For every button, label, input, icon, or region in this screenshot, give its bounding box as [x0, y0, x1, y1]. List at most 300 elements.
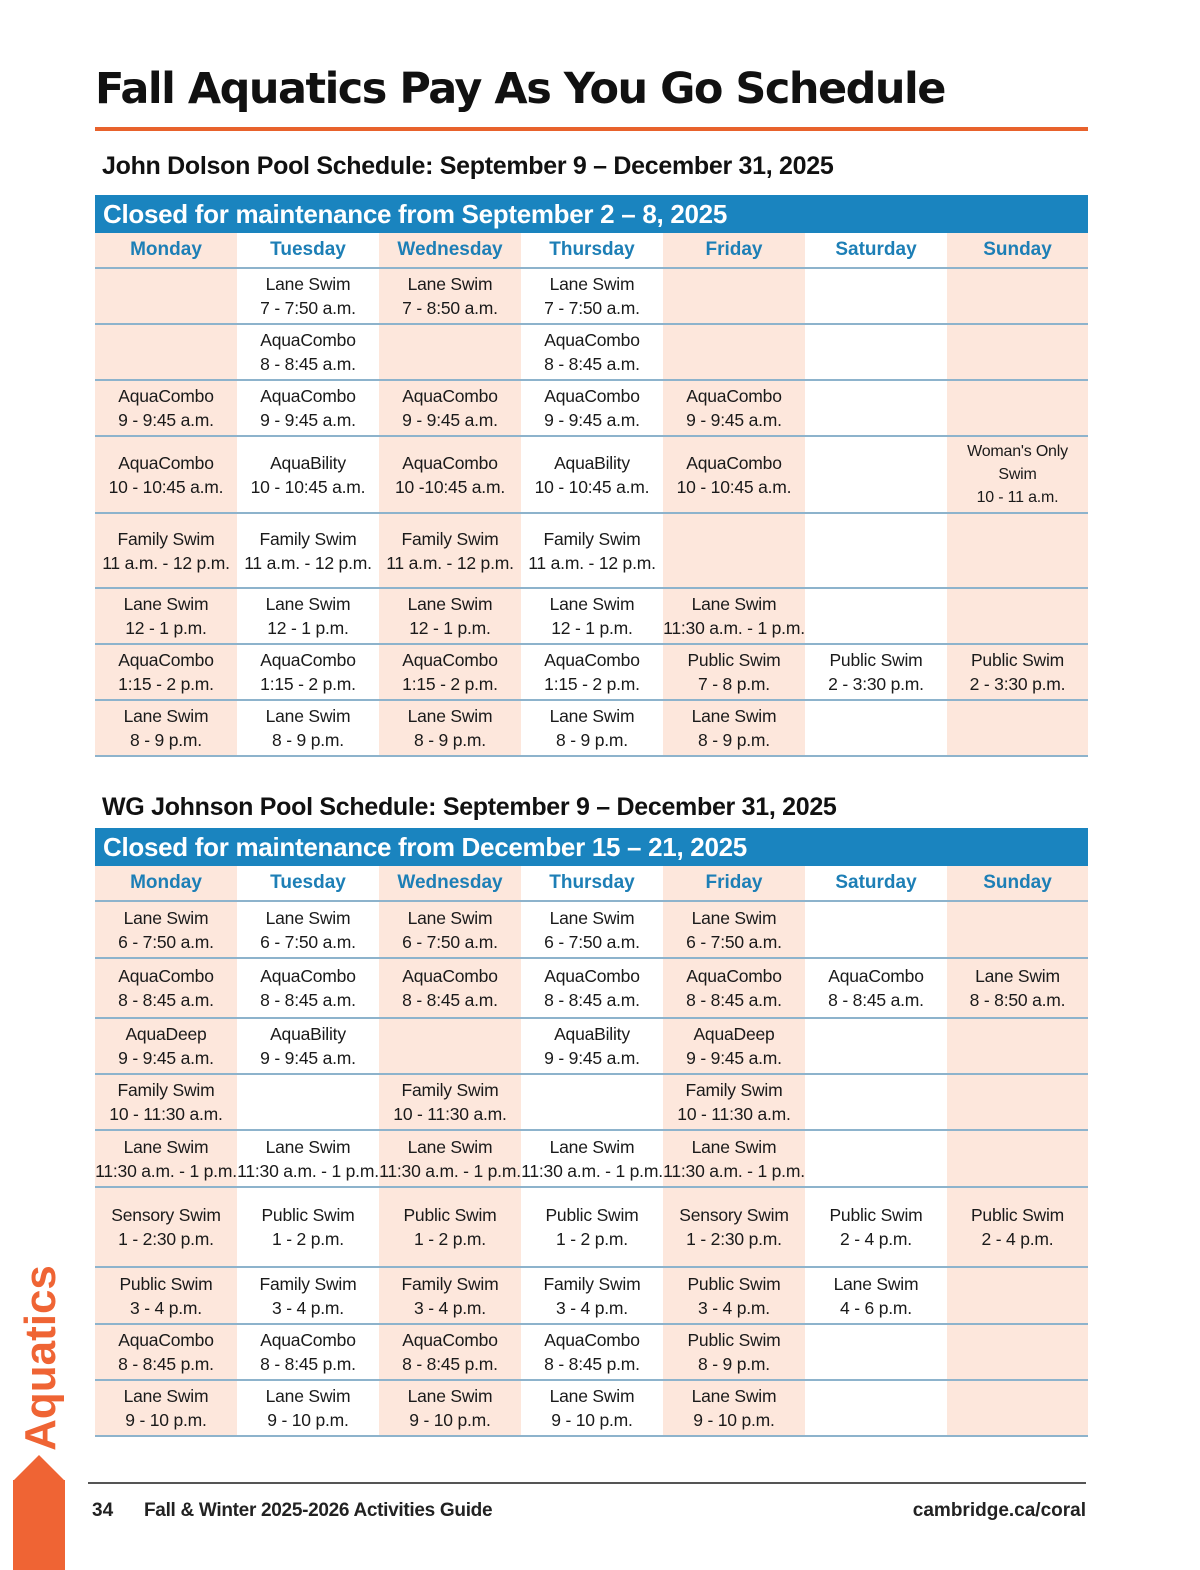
session-cell-friday	[663, 1187, 805, 1267]
session-cell-thursday	[521, 1130, 663, 1187]
session-cell-wednesday	[379, 700, 521, 756]
session-time: 8 - 9 p.m.	[130, 730, 202, 750]
session-cell-friday	[663, 958, 805, 1018]
session-name: Lane Swim	[265, 706, 351, 726]
schedule-row	[95, 1380, 1088, 1436]
session-cell-friday	[663, 268, 805, 324]
session-cell-tuesday	[237, 700, 379, 756]
session-time: 6 - 7:50 a.m.	[118, 931, 214, 952]
session-name: Family Swim	[543, 1273, 641, 1294]
session-name: AquaCombo	[260, 650, 356, 670]
session-name: AquaCombo	[544, 650, 640, 670]
session-cell-tuesday	[237, 436, 379, 513]
day-header-saturday: Saturday	[805, 866, 947, 901]
schedule-row	[95, 700, 1088, 756]
session-name: Lane Swim	[265, 594, 351, 614]
footer-guide-title: Fall & Winter 2025-2026 Activities Guide	[144, 1500, 493, 1521]
session-time: 11 a.m. - 12 p.m.	[386, 552, 514, 573]
session-name: AquaCombo	[260, 1330, 356, 1350]
session-time: 11:30 a.m. - 1 p.m.	[663, 618, 805, 638]
session-time: 9 - 10 p.m.	[409, 1410, 491, 1430]
session-name: AquaCombo	[402, 386, 498, 406]
session-name: AquaDeep	[125, 1024, 207, 1044]
session-name: AquaCombo	[118, 452, 214, 473]
session-cell-friday	[663, 380, 805, 436]
session-time: 10 - 10:45 a.m.	[250, 476, 366, 497]
session-time: 10 - 11:30 a.m.	[393, 1104, 507, 1124]
session-time: 11:30 a.m. - 1 p.m.	[521, 1160, 663, 1181]
session-cell-wednesday	[379, 901, 521, 958]
footer-divider	[88, 1482, 1086, 1484]
session-cell-tuesday	[237, 901, 379, 958]
session-cell-sunday	[947, 958, 1088, 1018]
session-name: Lane Swim	[123, 907, 209, 928]
session-cell-monday	[95, 380, 237, 436]
session-name: Lane Swim	[123, 706, 209, 726]
schedule-row	[95, 380, 1088, 436]
session-name: Lane Swim	[549, 706, 635, 726]
session-name: Family Swim	[401, 528, 499, 549]
session-name: AquaCombo	[544, 386, 640, 406]
session-cell-saturday	[805, 588, 947, 644]
session-name: Lane Swim	[123, 594, 209, 614]
session-cell-thursday	[521, 268, 663, 324]
session-time: 8 - 9 p.m.	[698, 730, 770, 750]
session-time: 1 - 2 p.m.	[272, 1229, 344, 1249]
session-cell-wednesday	[379, 380, 521, 436]
session-cell-thursday	[521, 1074, 663, 1130]
session-name: AquaBility	[270, 1024, 346, 1044]
footer-page-number: 34	[92, 1500, 114, 1521]
session-time: 10 -10:45 a.m.	[394, 476, 506, 497]
session-time: 9 - 9:45 a.m.	[544, 1048, 640, 1068]
session-name: AquaCombo	[118, 1330, 214, 1350]
session-cell-thursday	[521, 644, 663, 700]
session-cell-thursday	[521, 958, 663, 1018]
day-header-thursday: Thursday	[521, 866, 663, 901]
schedule-row	[95, 588, 1088, 644]
session-cell-thursday	[521, 1324, 663, 1380]
session-cell-sunday	[947, 1130, 1088, 1187]
session-name: AquaCombo	[260, 386, 356, 406]
session-time: 10 - 11 a.m.	[976, 489, 1059, 506]
session-cell-monday	[95, 901, 237, 958]
session-name: Public Swim	[829, 650, 923, 670]
session-cell-monday	[95, 436, 237, 513]
session-cell-monday	[95, 1074, 237, 1130]
session-time: 1:15 - 2 p.m.	[402, 674, 498, 694]
session-name: Woman's Only	[967, 443, 1068, 460]
session-name: Family Swim	[259, 1273, 357, 1294]
session-name: Lane Swim	[407, 907, 493, 928]
session-cell-wednesday	[379, 1324, 521, 1380]
session-name: Lane Swim	[549, 274, 635, 294]
session-time: 11 a.m. - 12 p.m.	[244, 552, 372, 573]
session-cell-friday	[663, 1074, 805, 1130]
session-name: Lane Swim	[265, 1136, 351, 1157]
session-time: 1:15 - 2 p.m.	[544, 674, 640, 694]
session-cell-saturday	[805, 268, 947, 324]
session-time: 9 - 9:45 a.m.	[118, 410, 214, 430]
session-time: 11:30 a.m. - 1 p.m.	[95, 1160, 237, 1181]
session-time: 4 - 6 p.m.	[840, 1297, 912, 1318]
session-cell-sunday	[947, 1267, 1088, 1324]
session-name: Lane Swim	[833, 1273, 919, 1294]
session-cell-wednesday	[379, 1074, 521, 1130]
session-cell-sunday	[947, 324, 1088, 380]
session-name: Public Swim	[687, 1330, 781, 1350]
session-cell-saturday	[805, 1130, 947, 1187]
session-cell-friday	[663, 1018, 805, 1074]
session-cell-friday	[663, 1324, 805, 1380]
session-time: 6 - 7:50 a.m.	[260, 931, 356, 952]
session-name: Lane Swim	[691, 907, 777, 928]
session-name: AquaCombo	[118, 966, 214, 986]
day-header-friday: Friday	[663, 233, 805, 268]
session-name: Lane Swim	[691, 594, 777, 614]
session-time: 8 - 8:45 a.m.	[686, 990, 782, 1010]
session-cell-saturday	[805, 901, 947, 958]
session-name: AquaCombo	[544, 966, 640, 986]
session-name: Lane Swim	[975, 966, 1060, 986]
session-time: 6 - 7:50 a.m.	[544, 931, 640, 952]
session-cell-thursday	[521, 1187, 663, 1267]
schedule-row	[95, 1324, 1088, 1380]
session-cell-wednesday	[379, 436, 521, 513]
session-time: 10 - 11:30 a.m.	[109, 1104, 223, 1124]
session-cell-saturday	[805, 380, 947, 436]
day-header-friday: Friday	[663, 866, 805, 901]
session-time: 8 - 8:45 a.m.	[260, 354, 356, 374]
session-name: AquaCombo	[402, 1330, 498, 1350]
session-time: 8 - 8:45 a.m.	[402, 990, 498, 1010]
session-time: 7 - 7:50 a.m.	[260, 298, 356, 318]
session-cell-thursday	[521, 700, 663, 756]
session-name: AquaCombo	[402, 452, 498, 473]
session-name: Family Swim	[117, 1080, 215, 1100]
session-cell-sunday	[947, 1018, 1088, 1074]
session-time: 8 - 8:45 p.m.	[260, 1354, 356, 1374]
session-cell-thursday	[521, 1267, 663, 1324]
session-name: Swim	[998, 466, 1037, 483]
session-name: AquaCombo	[260, 330, 356, 350]
session-name: Lane Swim	[549, 907, 635, 928]
session-time: 2 - 3:30 p.m.	[969, 674, 1066, 694]
session-cell-tuesday	[237, 644, 379, 700]
session-cell-wednesday	[379, 513, 521, 588]
session-cell-sunday	[947, 1187, 1088, 1267]
session-cell-monday	[95, 588, 237, 644]
session-cell-tuesday	[237, 1130, 379, 1187]
day-header-wednesday: Wednesday	[379, 866, 521, 901]
session-cell-sunday	[947, 268, 1088, 324]
session-cell-friday	[663, 1380, 805, 1436]
session-name: Lane Swim	[407, 274, 493, 294]
session-name: Public Swim	[970, 1205, 1065, 1225]
session-name: Public Swim	[970, 650, 1065, 670]
session-cell-saturday	[805, 436, 947, 513]
session-cell-tuesday	[237, 1267, 379, 1324]
session-time: 6 - 7:50 a.m.	[402, 931, 498, 952]
session-name: Lane Swim	[407, 594, 493, 614]
session-name: Lane Swim	[407, 1136, 493, 1157]
session-cell-friday	[663, 324, 805, 380]
session-name: AquaCombo	[686, 452, 782, 473]
session-name: Public Swim	[403, 1205, 497, 1225]
session-cell-saturday	[805, 958, 947, 1018]
session-time: 10 - 10:45 a.m.	[534, 476, 650, 497]
session-time: 7 - 8:50 a.m.	[402, 298, 498, 318]
session-name: AquaCombo	[260, 966, 356, 986]
session-cell-thursday	[521, 1018, 663, 1074]
session-cell-wednesday	[379, 1018, 521, 1074]
session-time: 8 - 9 p.m.	[272, 730, 344, 750]
session-time: 8 - 9 p.m.	[698, 1354, 770, 1374]
session-time: 8 - 8:45 a.m.	[544, 354, 640, 374]
session-cell-saturday	[805, 1187, 947, 1267]
schedule-row	[95, 1187, 1088, 1267]
session-name: AquaDeep	[693, 1024, 775, 1044]
session-cell-monday	[95, 513, 237, 588]
title-divider	[95, 127, 1088, 131]
session-time: 9 - 10 p.m.	[551, 1410, 633, 1430]
session-time: 9 - 10 p.m.	[125, 1410, 207, 1430]
session-cell-thursday	[521, 380, 663, 436]
session-time: 8 - 8:50 a.m.	[969, 990, 1066, 1010]
session-name: AquaCombo	[402, 650, 498, 670]
schedule-row	[95, 436, 1088, 513]
session-name: AquaCombo	[118, 650, 214, 670]
session-cell-saturday	[805, 324, 947, 380]
day-header-sunday: Sunday	[947, 233, 1088, 268]
session-cell-monday	[95, 1380, 237, 1436]
session-cell-friday	[663, 644, 805, 700]
session-cell-monday	[95, 1187, 237, 1267]
session-cell-wednesday	[379, 958, 521, 1018]
session-cell-wednesday	[379, 1187, 521, 1267]
schedule-row	[95, 513, 1088, 588]
session-time: 1:15 - 2 p.m.	[118, 674, 214, 694]
session-cell-saturday	[805, 644, 947, 700]
day-header-tuesday: Tuesday	[237, 866, 379, 901]
session-time: 8 - 8:45 p.m.	[118, 1354, 214, 1374]
session-cell-monday	[95, 1018, 237, 1074]
pool-2-schedule-table	[95, 866, 1088, 1437]
session-name: Lane Swim	[549, 1136, 635, 1157]
session-cell-saturday	[805, 700, 947, 756]
session-name: AquaBility	[554, 452, 630, 473]
session-time: 11:30 a.m. - 1 p.m.	[379, 1160, 521, 1181]
session-time: 9 - 10 p.m.	[693, 1410, 775, 1430]
session-cell-saturday	[805, 1267, 947, 1324]
session-name: Lane Swim	[407, 1386, 493, 1406]
session-cell-sunday	[947, 1380, 1088, 1436]
session-cell-wednesday	[379, 268, 521, 324]
session-name: Lane Swim	[691, 1136, 777, 1157]
pool-2-heading: WG Johnson Pool Schedule: September 9 – December 31, 2025	[102, 793, 837, 821]
session-cell-saturday	[805, 1380, 947, 1436]
session-cell-saturday	[805, 1018, 947, 1074]
session-cell-thursday	[521, 588, 663, 644]
session-time: 8 - 8:45 a.m.	[118, 990, 214, 1010]
session-name: Lane Swim	[407, 706, 493, 726]
session-cell-wednesday	[379, 588, 521, 644]
session-cell-wednesday	[379, 1380, 521, 1436]
session-time: 2 - 3:30 p.m.	[828, 674, 924, 694]
session-time: 8 - 9 p.m.	[556, 730, 628, 750]
schedule-row	[95, 1267, 1088, 1324]
session-name: AquaCombo	[544, 1330, 640, 1350]
session-name: Lane Swim	[691, 706, 777, 726]
session-time: 9 - 10 p.m.	[267, 1410, 349, 1430]
session-cell-monday	[95, 700, 237, 756]
schedule-row	[95, 1130, 1088, 1187]
session-cell-tuesday	[237, 1074, 379, 1130]
session-name: Family Swim	[259, 528, 357, 549]
day-header-saturday: Saturday	[805, 233, 947, 268]
session-time: 12 - 1 p.m.	[267, 618, 349, 638]
session-time: 11 a.m. - 12 p.m.	[102, 552, 230, 573]
session-cell-tuesday	[237, 588, 379, 644]
session-cell-tuesday	[237, 1187, 379, 1267]
session-cell-friday	[663, 1267, 805, 1324]
session-time: 8 - 8:45 p.m.	[402, 1354, 498, 1374]
session-cell-tuesday	[237, 324, 379, 380]
session-time: 8 - 8:45 a.m.	[260, 990, 356, 1010]
session-time: 10 - 11:30 a.m.	[677, 1104, 791, 1124]
session-name: AquaCombo	[402, 966, 498, 986]
page-title: Fall Aquatics Pay As You Go Schedule	[95, 64, 945, 114]
session-cell-sunday	[947, 700, 1088, 756]
session-time: 8 - 8:45 a.m.	[544, 990, 640, 1010]
session-cell-sunday	[947, 1074, 1088, 1130]
schedule-row	[95, 324, 1088, 380]
session-cell-sunday	[947, 588, 1088, 644]
day-header-monday: Monday	[95, 233, 237, 268]
session-time: 3 - 4 p.m.	[272, 1297, 344, 1318]
session-cell-tuesday	[237, 513, 379, 588]
session-cell-monday	[95, 1267, 237, 1324]
session-time: 3 - 4 p.m.	[414, 1297, 486, 1318]
session-time: 3 - 4 p.m.	[698, 1297, 770, 1318]
session-cell-thursday	[521, 1380, 663, 1436]
session-time: 8 - 8:45 a.m.	[828, 990, 924, 1010]
pool-1-schedule-table	[95, 233, 1088, 757]
session-name: Sensory Swim	[111, 1205, 221, 1225]
session-time: 11 a.m. - 12 p.m.	[528, 552, 656, 573]
session-cell-sunday	[947, 513, 1088, 588]
session-name: Lane Swim	[265, 907, 351, 928]
session-time: 1:15 - 2 p.m.	[260, 674, 356, 694]
session-time: 9 - 9:45 a.m.	[260, 1048, 356, 1068]
session-time: 9 - 9:45 a.m.	[686, 1048, 782, 1068]
session-time: 9 - 9:45 a.m.	[118, 1048, 214, 1068]
section-tab	[13, 1480, 65, 1570]
schedule-row	[95, 644, 1088, 700]
session-name: Lane Swim	[123, 1136, 209, 1157]
session-name: Lane Swim	[691, 1386, 777, 1406]
session-cell-monday	[95, 1130, 237, 1187]
session-name: Family Swim	[543, 528, 641, 549]
session-cell-thursday	[521, 324, 663, 380]
session-time: 9 - 9:45 a.m.	[544, 410, 640, 430]
session-time: 3 - 4 p.m.	[130, 1297, 202, 1318]
session-name: AquaCombo	[686, 386, 782, 406]
session-cell-friday	[663, 513, 805, 588]
session-cell-thursday	[521, 436, 663, 513]
schedule-row	[95, 268, 1088, 324]
session-cell-saturday	[805, 513, 947, 588]
session-time: 10 - 10:45 a.m.	[108, 476, 224, 497]
session-time: 6 - 7:50 a.m.	[686, 931, 782, 952]
session-cell-friday	[663, 901, 805, 958]
session-cell-sunday	[947, 436, 1088, 513]
session-cell-monday	[95, 324, 237, 380]
pool-2-closure-banner: Closed for maintenance from December 15 – 21, 2025	[95, 828, 1088, 866]
session-cell-wednesday	[379, 324, 521, 380]
session-name: Public Swim	[261, 1205, 355, 1225]
session-time: 3 - 4 p.m.	[556, 1297, 628, 1318]
session-name: Family Swim	[117, 528, 215, 549]
session-cell-wednesday	[379, 644, 521, 700]
session-name: Lane Swim	[549, 1386, 635, 1406]
session-time: 11:30 a.m. - 1 p.m.	[237, 1160, 379, 1181]
session-time: 9 - 9:45 a.m.	[402, 410, 498, 430]
session-cell-thursday	[521, 513, 663, 588]
session-name: AquaBility	[270, 452, 346, 473]
session-name: AquaBility	[554, 1024, 630, 1044]
session-name: Public Swim	[119, 1273, 213, 1294]
session-name: AquaCombo	[118, 386, 214, 406]
session-name: AquaCombo	[686, 966, 782, 986]
session-time: 9 - 9:45 a.m.	[686, 410, 782, 430]
session-time: 7 - 8 p.m.	[698, 674, 770, 694]
session-time: 1 - 2 p.m.	[414, 1229, 486, 1249]
session-cell-saturday	[805, 1324, 947, 1380]
day-header-wednesday: Wednesday	[379, 233, 521, 268]
session-cell-tuesday	[237, 1380, 379, 1436]
session-name: AquaCombo	[544, 330, 640, 350]
session-time: 9 - 9:45 a.m.	[260, 410, 356, 430]
session-name: Family Swim	[401, 1080, 499, 1100]
session-time: 12 - 1 p.m.	[551, 618, 633, 638]
session-cell-tuesday	[237, 268, 379, 324]
session-name: Lane Swim	[265, 1386, 351, 1406]
day-header-sunday: Sunday	[947, 866, 1088, 901]
session-time: 12 - 1 p.m.	[409, 618, 491, 638]
session-cell-sunday	[947, 380, 1088, 436]
pool-1-closure-banner: Closed for maintenance from September 2 – 8, 2025	[95, 195, 1088, 233]
section-side-label: Aquatics	[16, 1265, 65, 1451]
session-cell-sunday	[947, 644, 1088, 700]
session-name: Public Swim	[545, 1205, 639, 1225]
session-cell-sunday	[947, 901, 1088, 958]
session-cell-sunday	[947, 1324, 1088, 1380]
session-time: 1 - 2:30 p.m.	[686, 1229, 782, 1249]
session-time: 1 - 2:30 p.m.	[118, 1229, 214, 1249]
session-cell-friday	[663, 436, 805, 513]
section-tab-arrow	[13, 1455, 65, 1481]
session-cell-monday	[95, 958, 237, 1018]
session-name: Lane Swim	[549, 594, 635, 614]
schedule-row	[95, 1018, 1088, 1074]
session-name: Family Swim	[401, 1273, 499, 1294]
session-time: 8 - 8:45 p.m.	[544, 1354, 640, 1374]
day-header-row	[95, 233, 1088, 268]
session-cell-monday	[95, 1324, 237, 1380]
session-cell-saturday	[805, 1074, 947, 1130]
day-header-thursday: Thursday	[521, 233, 663, 268]
